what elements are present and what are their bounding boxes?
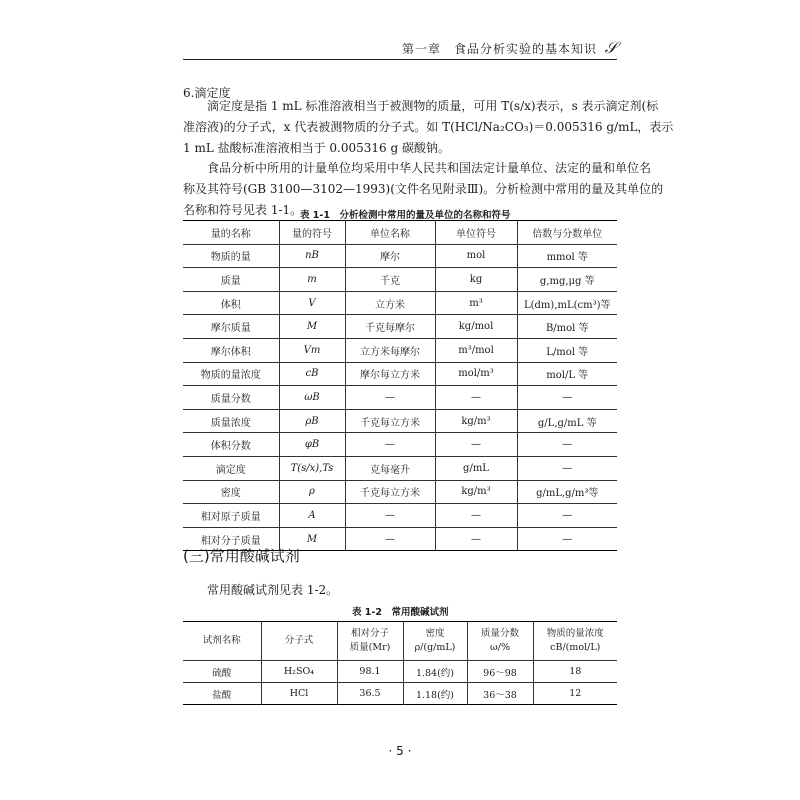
table-row — [183, 362, 617, 386]
table-cell: — — [345, 433, 435, 457]
table-cell: 质量 — [183, 268, 279, 292]
table-header-row — [183, 622, 617, 661]
table-cell: 98.1 — [337, 661, 403, 683]
column-header: 量的符号 — [279, 221, 345, 245]
table-cell: — — [517, 527, 617, 551]
column-header: 倍数与分数单位 — [517, 221, 617, 245]
table-cell: A — [279, 504, 345, 528]
table-cell: 千克每立方米 — [345, 480, 435, 504]
titration-paragraph — [183, 96, 674, 159]
header-line: 物质的量浓度 — [546, 628, 604, 639]
header-line: cB/(mol/L) — [550, 642, 601, 653]
header-line: 试剂名称 — [202, 635, 241, 646]
paragraph-line: 滴定度是指 1 mL 标准溶液相当于被测物的质量，可用 T(s/x)表示，s 表示滴定剂(标 — [207, 99, 659, 113]
table-cell: M — [279, 527, 345, 551]
table-cell: 克每毫升 — [345, 456, 435, 480]
table-cell: — — [435, 386, 517, 410]
table-row — [183, 315, 617, 339]
table-cell: H₂SO₄ — [261, 661, 337, 683]
table-row — [183, 268, 617, 292]
reagents-table — [183, 621, 617, 705]
table-cell: 摩尔每立方米 — [345, 362, 435, 386]
table-cell: 摩尔质量 — [183, 315, 279, 339]
table-row — [183, 291, 617, 315]
table-cell: — — [435, 527, 517, 551]
table-cell: — — [517, 456, 617, 480]
column-header — [337, 622, 403, 661]
column-header — [261, 622, 337, 661]
page-number: · 5 · — [388, 744, 412, 758]
table-cell: ρ — [279, 480, 345, 504]
table-cell: — — [517, 433, 617, 457]
table-cell: 摩尔体积 — [183, 338, 279, 362]
table-cell: 体积 — [183, 291, 279, 315]
table-cell: 相对分子质量 — [183, 527, 279, 551]
table-cell: 物质的量 — [183, 244, 279, 268]
header-line: 相对分子 — [350, 628, 389, 639]
table-cell: — — [517, 504, 617, 528]
running-header — [183, 38, 617, 60]
table-row — [183, 409, 617, 433]
table-cell: ωB — [279, 386, 345, 410]
column-header: 量的名称 — [210, 228, 251, 240]
paragraph-line: 名称和符号见表 1-1。 — [183, 203, 303, 217]
table-cell: — — [345, 527, 435, 551]
table-cell: B/mol 等 — [517, 315, 617, 339]
header-line: 质量分数 — [480, 628, 519, 639]
table-cell: mol/m³ — [435, 362, 517, 386]
paragraph-line: 食品分析中所用的计量单位均采用中华人民共和国法定计量单位、法定的量和单位名 — [207, 161, 652, 175]
column-header — [403, 622, 467, 661]
paragraph-line: 称及其符号(GB 3100—3102—1993)(文件名见附录Ⅲ)。分析检测中常用的量及其单位的 — [183, 182, 664, 196]
table-cell: 18 — [533, 661, 617, 683]
table-cell: 硫酸 — [183, 661, 261, 683]
table-cell: — — [435, 433, 517, 457]
table-row — [183, 480, 617, 504]
table-cell: 盐酸 — [183, 683, 261, 705]
column-header — [467, 622, 533, 661]
table-row — [183, 661, 617, 683]
table2-caption: 表 1-2 常用酸碱试剂 — [352, 607, 449, 618]
table-cell: — — [435, 504, 517, 528]
table-cell: 密度 — [183, 480, 279, 504]
paragraph-line: 1 mL 盐酸标准溶液相当于 0.005316 g 碳酸钠。 — [183, 141, 450, 155]
table-cell: T(s/x),Ts — [279, 456, 345, 480]
header-line: 质量(Mr) — [349, 642, 391, 653]
table-cell: 物质的量浓度 — [183, 362, 279, 386]
table-cell: 摩尔 — [345, 244, 435, 268]
table-cell: 千克每摩尔 — [345, 315, 435, 339]
table-cell: 质量浓度 — [183, 409, 279, 433]
header-rule — [183, 59, 617, 60]
table-cell: 质量分数 — [183, 386, 279, 410]
table-row — [183, 456, 617, 480]
table-cell: 12 — [533, 683, 617, 705]
table-cell: M — [279, 315, 345, 339]
table1-caption: 表 1-1 分析检测中常用的量及单位的名称和符号 — [300, 210, 511, 221]
table-row — [183, 504, 617, 528]
table-cell: 1.18(约) — [403, 683, 467, 705]
header-line: 密度 — [425, 628, 445, 639]
section-heading: (三)常用酸碱试剂 — [183, 547, 300, 565]
table-cell: — — [345, 386, 435, 410]
header-line: 分子式 — [284, 635, 314, 646]
table-cell: mol/L 等 — [517, 362, 617, 386]
table-cell: Vm — [279, 338, 345, 362]
quantities-table — [183, 220, 617, 551]
table-cell: m³ — [435, 291, 517, 315]
table-cell: 36.5 — [337, 683, 403, 705]
ornament-icon: 𝒮 — [604, 38, 617, 57]
column-header: 单位名称 — [345, 221, 435, 245]
table-cell: 千克每立方米 — [345, 409, 435, 433]
table-row — [183, 683, 617, 705]
table-cell: g/mL — [435, 456, 517, 480]
table-cell: kg/m³ — [435, 409, 517, 433]
table-cell: 96～98 — [467, 661, 533, 683]
table-cell: ρB — [279, 409, 345, 433]
table-cell: 相对原子质量 — [183, 504, 279, 528]
table-cell: cB — [279, 362, 345, 386]
table-cell: L(dm),mL(cm³)等 — [517, 291, 617, 315]
table-cell: m³/mol — [435, 338, 517, 362]
table-cell: kg — [435, 268, 517, 292]
table-cell: mmol 等 — [517, 244, 617, 268]
table-cell: — — [517, 386, 617, 410]
table-cell: g,mg,μg 等 — [517, 268, 617, 292]
section-intro: 常用酸碱试剂见表 1-2。 — [207, 583, 339, 597]
table-cell: g/L,g/mL 等 — [517, 409, 617, 433]
table-cell: 千克 — [345, 268, 435, 292]
table-row — [183, 386, 617, 410]
table-cell: mol — [435, 244, 517, 268]
table-cell: 体积分数 — [183, 433, 279, 457]
paragraph-line: 准溶液)的分子式，x 代表被测物质的分子式。如 T(HCl/Na₂CO₃)＝0.005316 g/mL，表示 — [183, 120, 674, 134]
table-cell: 1.84(约) — [403, 661, 467, 683]
table-cell: 滴定度 — [183, 456, 279, 480]
column-header — [533, 622, 617, 661]
table-cell: 立方米每摩尔 — [345, 338, 435, 362]
table-cell: HCl — [261, 683, 337, 705]
table-cell: kg/mol — [435, 315, 517, 339]
header-line: ρ/(g/mL) — [414, 642, 456, 653]
table-cell: nB — [279, 244, 345, 268]
header-line: ω/% — [490, 642, 510, 653]
table-row — [183, 433, 617, 457]
chapter-title: 第一章 食品分析实验的基本知识 — [401, 42, 597, 56]
table-cell: kg/m³ — [435, 480, 517, 504]
subsection-heading: 6.滴定度 — [183, 86, 231, 100]
column-header — [183, 622, 261, 661]
table-cell: V — [279, 291, 345, 315]
table-cell: φB — [279, 433, 345, 457]
table-header-row — [183, 221, 617, 245]
column-header: 单位符号 — [435, 221, 517, 245]
table-cell: L/mol 等 — [517, 338, 617, 362]
table-row — [183, 244, 617, 268]
table-cell: 36～38 — [467, 683, 533, 705]
table-cell: — — [345, 504, 435, 528]
table-cell: 立方米 — [345, 291, 435, 315]
table-cell: g/mL,g/m³等 — [517, 480, 617, 504]
table-row — [183, 338, 617, 362]
table-cell: m — [279, 268, 345, 292]
